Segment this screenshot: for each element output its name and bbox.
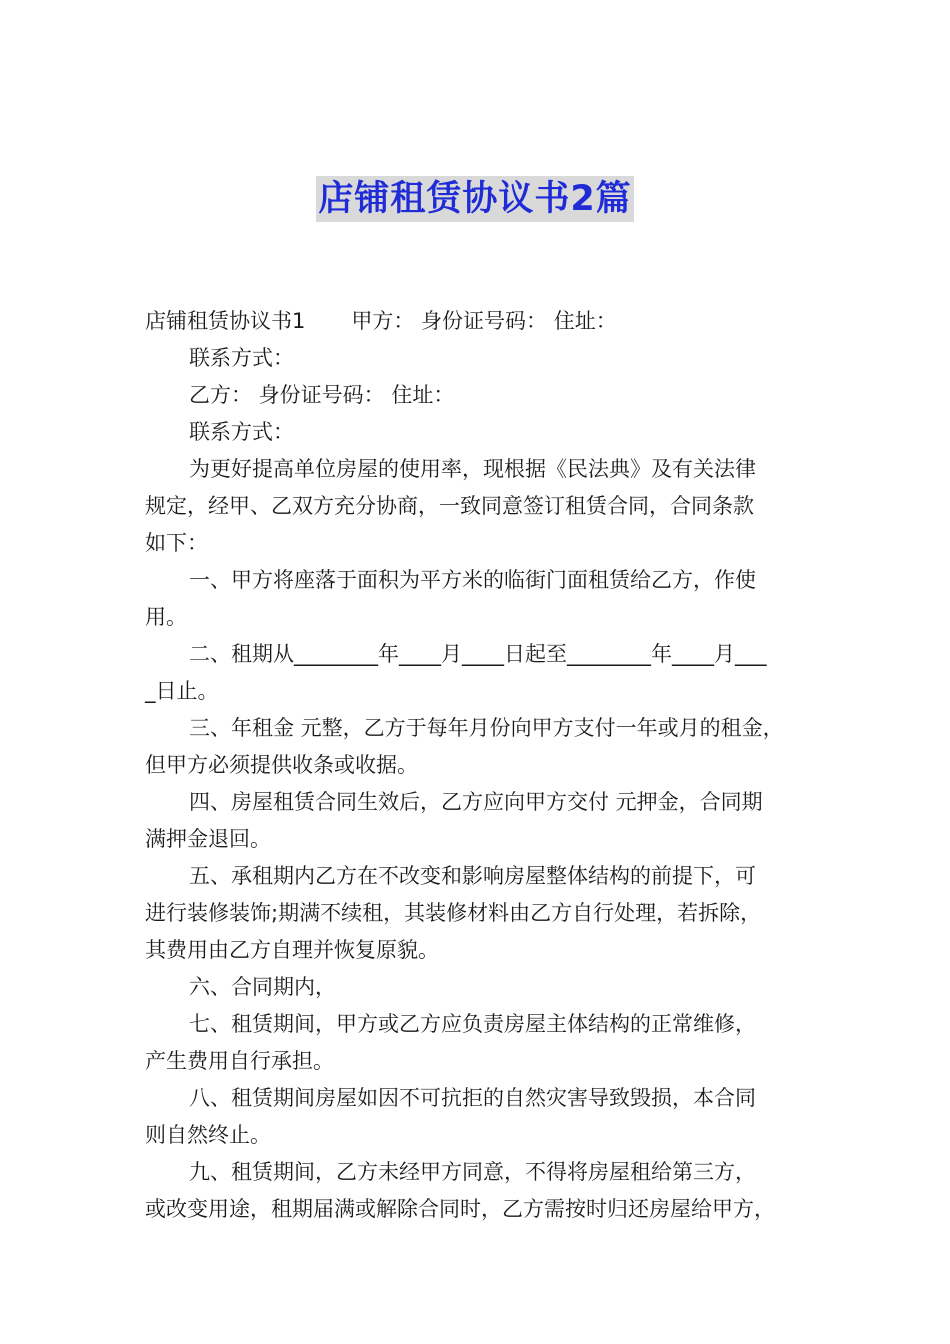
body-line: 如下： bbox=[145, 531, 208, 555]
body-line: 进行装修装饰;期满不续租，其装修材料由乙方自行处理，若拆除， bbox=[145, 901, 762, 925]
body-line: 九、租赁期间，乙方未经甲方同意，不得将房屋租给第三方， bbox=[189, 1160, 756, 1184]
document-title: 店铺租赁协议书2篇 bbox=[316, 176, 633, 222]
body-line: 四、房屋租赁合同生效后，乙方应向甲方交付 元押金，合同期 bbox=[189, 790, 763, 814]
body-line: 产生费用自行承担。 bbox=[145, 1049, 334, 1073]
body-line: 或改变用途，租期届满或解除合同时，乙方需按时归还房屋给甲方， bbox=[145, 1197, 775, 1221]
body-line: 用。 bbox=[145, 605, 187, 629]
body-line: 二、租期从________年____月____日起至________年____月___ bbox=[189, 642, 767, 666]
body-line: 六、合同期内， bbox=[189, 975, 336, 999]
body-line: 为更好提高单位房屋的使用率，现根据《民法典》及有关法律 bbox=[189, 457, 756, 481]
body-line: 但甲方必须提供收条或收据。 bbox=[145, 753, 418, 777]
body-line: 规定，经甲、乙双方充分协商，一致同意签订租赁合同，合同条款 bbox=[145, 494, 754, 518]
document-body bbox=[145, 303, 815, 1228]
body-line: 联系方式： bbox=[189, 346, 294, 370]
body-line: 则自然终止。 bbox=[145, 1123, 271, 1147]
body-line: _日止。 bbox=[145, 679, 219, 703]
body-line: 乙方： 身份证号码： 住址： bbox=[189, 383, 455, 407]
body-line: 其费用由乙方自理并恢复原貌。 bbox=[145, 938, 439, 962]
agreement-subtitle: 店铺租赁协议书1 bbox=[145, 309, 306, 333]
body-line: 一、甲方将座落于面积为平方米的临街门面租赁给乙方，作使 bbox=[189, 568, 756, 592]
body-line: 五、承租期内乙方在不改变和影响房屋整体结构的前提下，可 bbox=[189, 864, 756, 888]
body-line: 八、租赁期间房屋如因不可抗拒的自然灾害导致毁损，本合同 bbox=[189, 1086, 756, 1110]
body-line bbox=[145, 303, 815, 340]
body-line: 满押金退回。 bbox=[145, 827, 271, 851]
body-line: 联系方式： bbox=[189, 420, 294, 444]
body-line: 三、年租金 元整，乙方于每年月份向甲方支付一年或月的租金， bbox=[189, 716, 784, 740]
title-block bbox=[0, 176, 950, 222]
body-line: 七、租赁期间，甲方或乙方应负责房屋主体结构的正常维修， bbox=[189, 1012, 756, 1036]
party-a-header: 甲方： 身份证号码： 住址： bbox=[351, 309, 617, 333]
